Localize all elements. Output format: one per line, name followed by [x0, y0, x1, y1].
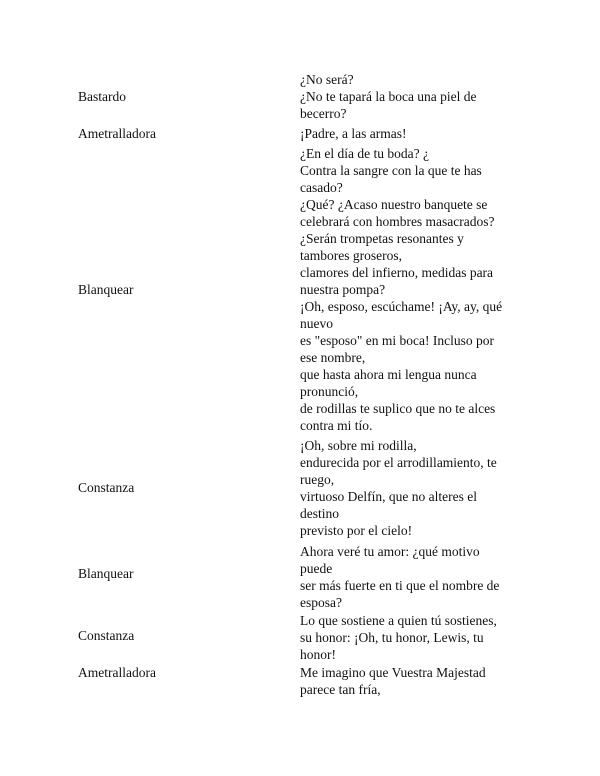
dialogue-line: ese nombre, [300, 350, 366, 365]
speaker-name: Bastardo [78, 89, 126, 104]
dialogue-line: que hasta ahora mi lengua nunca [300, 367, 477, 382]
speaker-name: Blanquear [78, 566, 134, 581]
dialogue-line: nuevo [300, 316, 333, 331]
dialogue-text [300, 437, 540, 539]
dialogue-line: Me imagino que Vuestra Majestad [300, 665, 486, 680]
dialogue-line: ¿Qué? ¿Acaso nuestro banquete se [300, 197, 488, 212]
dialogue-line: previsto por el cielo! [300, 523, 413, 538]
dialogue-text [300, 145, 540, 434]
dialogue-line: ser más fuerte en ti que el nombre de [300, 578, 500, 593]
dialogue-line: esposa? [300, 595, 342, 610]
dialogue-line: tambores groseros, [300, 248, 402, 263]
speaker-name: Blanquear [78, 282, 134, 297]
speaker-name: Constanza [78, 628, 135, 643]
dialogue-line: ¿Serán trompetas resonantes y [300, 231, 464, 246]
dialogue-line: nuestra pompa? [300, 282, 386, 297]
dialogue-line: virtuoso Delfín, que no alteres el [300, 489, 477, 504]
dialogue-line: celebrará con hombres masacrados? [300, 214, 495, 229]
dialogue-line: ¿En el día de tu boda? ¿ [300, 146, 429, 161]
dialogue-line: honor! [300, 647, 336, 662]
dialogue-line: ¿No será? [300, 72, 354, 87]
dialogue-line: Ahora veré tu amor: ¿qué motivo [300, 544, 480, 559]
dialogue-line: su honor: ¡Oh, tu honor, Lewis, tu [300, 630, 484, 645]
dialogue-line: es "esposo" en mi boca! Incluso por [300, 333, 494, 348]
dialogue-line: de rodillas te suplico que no te alces [300, 401, 496, 416]
dialogue-line: casado? [300, 180, 343, 195]
dialogue-line: ruego, [300, 472, 335, 487]
dialogue-line: endurecida por el arrodillamiento, te [300, 455, 497, 470]
dialogue-text [300, 612, 540, 663]
dialogue-text [300, 664, 540, 698]
dialogue-line: pronunció, [300, 384, 359, 399]
speaker-name: Constanza [78, 480, 135, 495]
dialogue-line: destino [300, 506, 339, 521]
dialogue-text [300, 125, 540, 142]
dialogue-line: clamores del infierno, medidas para [300, 265, 494, 280]
dialogue-text [300, 88, 540, 122]
dialogue-line: Contra la sangre con la que te has [300, 163, 482, 178]
dialogue-line: contra mi tío. [300, 418, 373, 433]
dialogue-line: puede [300, 561, 333, 576]
dialogue-line: ¿No te tapará la boca una piel de [300, 89, 477, 104]
dialogue-line: ¡Oh, esposo, escúchame! ¡Ay, ay, qué [300, 299, 503, 314]
dialogue-line: Lo que sostiene a quien tú sostienes, [300, 613, 497, 628]
dialogue-text [300, 71, 540, 88]
dialogue-line: parece tan fría, [300, 682, 381, 697]
dialogue-line: ¡Padre, a las armas! [300, 126, 407, 141]
dialogue-text [300, 543, 540, 611]
dialogue-line: becerro? [300, 106, 347, 121]
dialogue-line: ¡Oh, sobre mi rodilla, [300, 438, 417, 453]
speaker-name: Ametralladora [78, 665, 156, 680]
speaker-name: Ametralladora [78, 126, 156, 141]
